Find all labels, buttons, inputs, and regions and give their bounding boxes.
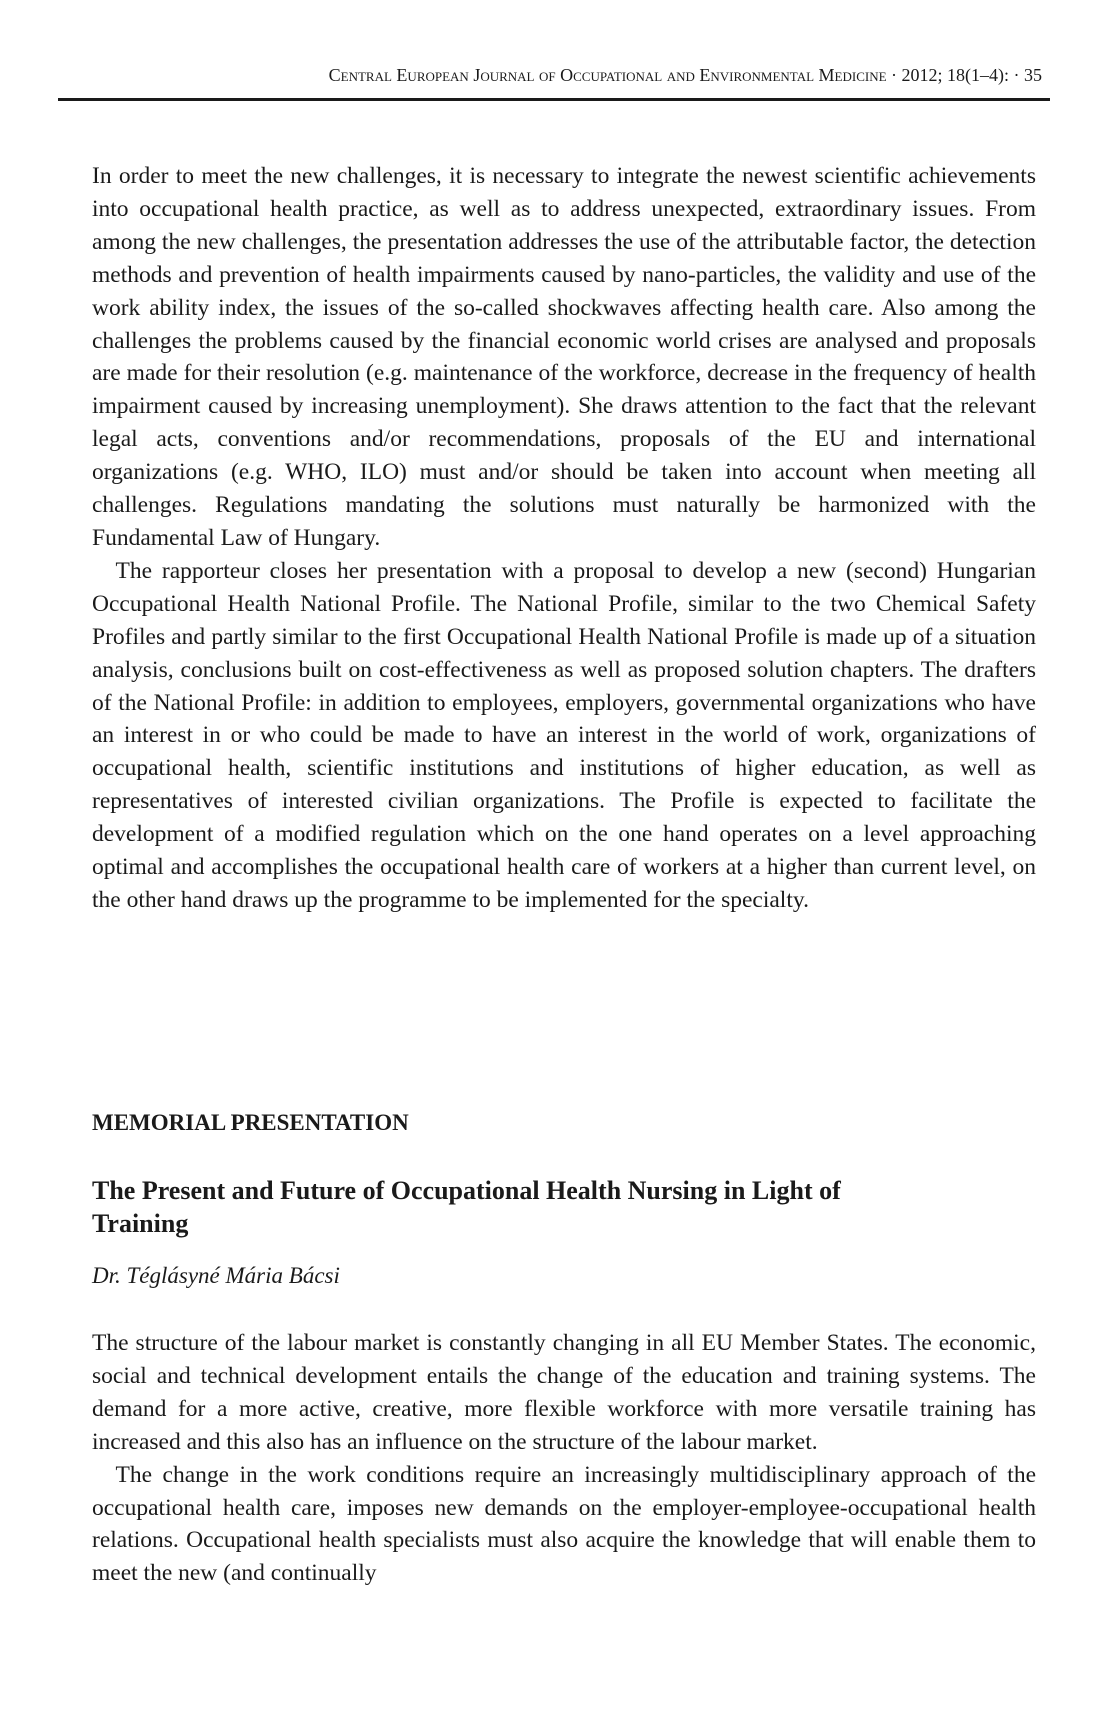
paragraph: The structure of the labour market is constantly changing in all EU Member States. The economic, social and technical development entails the change of the education and training systems. The demand for a more active, creative, more flexible workforce with more versatile training has increased and this also has an influence on the structure of the labour market. (92, 1330, 1036, 1455)
paragraph: The rapporteur closes her presentation with a proposal to develop a new (second) Hungarian Occupational Health National Profile. The National Profile, similar to the two Chemical Safety Profiles and partly similar to the first Occupational Health National Profile is made up of a situation analysis, conclusions built on cost-effectiveness as well as proposed solution chapters. The drafters of the National Profile: in addition to employees, employers, governmental organizations who have an interest in or who could be made to have an interest in the world of work, organizations of occupational health, scientific institutions and institutions of higher education, as well as representatives of interested civilian organizations. The Profile is expected to facilitate the development of a modified regulation which on the one hand operates on a level approaching optimal and accomplishes the occupational health care of workers at a higher than current level, on the other hand draws up the programme to be implemented for the specialty. (92, 557, 1036, 913)
article-body (92, 1327, 1036, 1590)
running-header (58, 56, 1050, 101)
section-heading: MEMORIAL PRESENTATION (92, 1110, 409, 1135)
article-title: The Present and Future of Occupational Health Nursing in Light of Training (92, 1176, 841, 1238)
paragraph: In order to meet the new challenges, it is necessary to integrate the newest scientific achievements into occupational health practice, as well as to address unexpected, extraordinary issues. From among the new challenges, the presentation addresses the use of the attributable factor, the detection methods and prevention of health impairments caused by nano-particles, the validity and use of the work ability index, the issues of the so-called shockwaves affecting health care. Also among the challenges the problems caused by the financial economic world crises are analysed and proposals are made for their resolution (e.g. maintenance of the workforce, decrease in the frequency of health impairment caused by increasing unemployment). She draws attention to the fact that the relevant legal acts, conventions and/or recommendations, proposals of the EU and international organizations (e.g. WHO, ILO) must and/or should be taken into account when meeting all challenges. Regulations mandating the solutions must naturally be harmonized with the Fundamental Law of Hungary. (92, 163, 1036, 551)
author-name: Dr. Téglásyné Mária Bácsi (92, 1263, 340, 1288)
journal-citation: Central European Journal of Occupational and Environmental Medicine · 2012; 18(1–4): · 35 (328, 65, 1042, 85)
paragraph: The change in the work conditions require an increasingly multidisciplinary approach of the occupational health care, imposes new demands on the employer-employee-occupational health relations. Occupational health specialists must also acquire the knowledge that will enable them to meet the new (and continually (92, 1461, 1036, 1587)
body-text (92, 160, 1036, 917)
